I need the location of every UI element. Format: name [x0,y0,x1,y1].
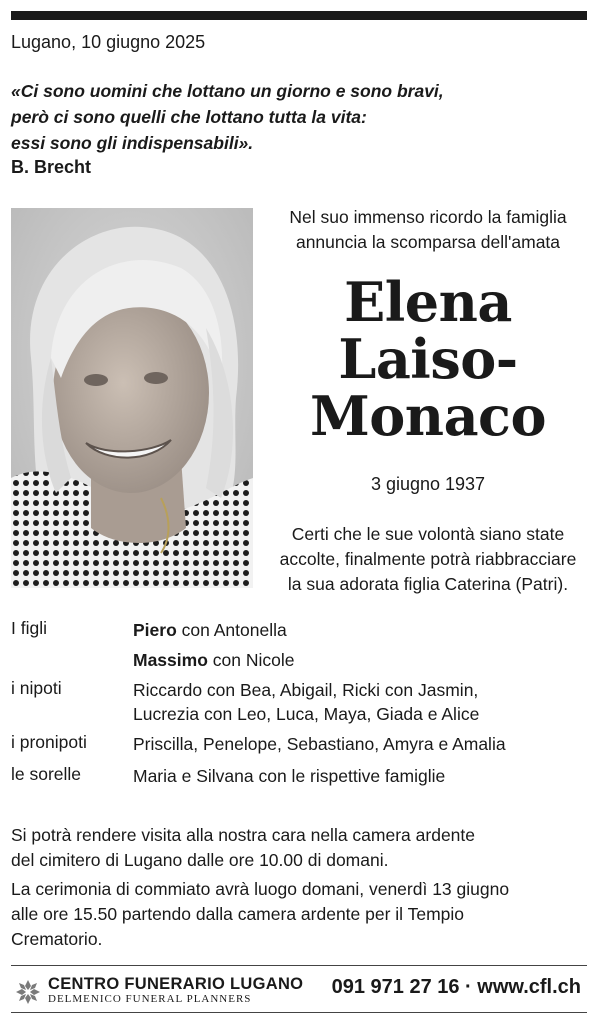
company-subtitle: DELMENICO FUNERAL PLANNERS [48,993,252,1005]
family-names [133,618,591,642]
name-line: Laiso- [338,327,518,391]
family-rest: con Antonella [176,620,287,640]
family-line: Priscilla, Penelope, Sebastiano, Amyra e Amalia [133,734,506,754]
family-message [262,522,594,597]
footer [11,972,587,1006]
message-line: Certi che le sue volontà siano state [291,524,565,544]
family-label: I figli [11,618,47,638]
place-date: Lugano, 10 giugno 2025 [11,32,206,52]
quote [11,78,491,156]
quote-author: B. Brecht [11,157,92,177]
message-line: la sua adorata figlia Caterina (Patri). [287,574,569,594]
visit-info [11,823,591,873]
family-row-sorelle [11,764,591,794]
family-rest: con Nicole [207,650,295,670]
family-row-figli [11,618,591,648]
name-line: Elena [344,270,512,334]
family-label: i nipoti [11,678,62,698]
family-bold-name: Massimo [133,650,208,670]
flower-cross-icon [15,979,41,1005]
family-bold-name: Piero [133,620,177,640]
company-name: CENTRO FUNERARIO LUGANO [48,975,304,993]
family-line [133,648,591,672]
family-names [133,764,591,788]
deceased-name [262,270,594,448]
footer-rule [11,965,587,966]
ceremony-line: La cerimonia di commiato avrà luogo domani, venerdì 13 giugno [11,879,510,899]
ceremony-info [11,877,591,952]
ceremony-line: alle ore 15.50 partendo dalla camera ardente per il Tempio [11,904,465,924]
family-list [11,618,591,794]
announcement-intro [262,205,594,255]
quote-line: «Ci sono uomini che lottano un giorno e sono bravi, [11,81,444,101]
visit-line: del cimitero di Lugano dalle ore 10.00 di domani. [11,850,389,870]
intro-line: annuncia la scomparsa dell'amata [295,232,561,252]
portrait-photo [11,208,253,588]
family-row-nipoti [11,678,591,732]
family-line [133,618,591,642]
family-row-figli-2 [11,648,591,678]
family-label: le sorelle [11,764,82,784]
visit-line: Si potrà rendere visita alla nostra cara nella camera ardente [11,825,475,845]
family-names [133,732,591,756]
intro-line: Nel suo immenso ricordo la famiglia [289,207,567,227]
portrait-illustration [11,208,253,588]
family-line: Riccardo con Bea, Abigail, Ricki con Jasmin, [133,680,479,700]
birth-date: 3 giugno 1937 [370,474,486,494]
top-rule [11,11,587,20]
contact-info[interactable]: 091 971 27 16 · www.cfl.ch [331,976,581,998]
quote-line: però ci sono quelli che lottano tutta la vita: [11,107,367,127]
family-label: i pronipoti [11,732,87,752]
message-line: accolte, finalmente potrà riabbracciare [279,549,577,569]
family-row-pronipoti [11,732,591,764]
family-names [133,678,591,726]
family-line: Lucrezia con Leo, Luca, Maya, Giada e Alice [133,704,480,724]
family-line: Maria e Silvana con le rispettive famiglie [133,766,446,786]
family-names [133,648,591,672]
quote-line: essi sono gli indispensabili». [11,133,254,153]
footer-rule [11,1012,587,1013]
ceremony-line: Crematorio. [11,929,103,949]
name-line: Monaco [310,384,546,448]
